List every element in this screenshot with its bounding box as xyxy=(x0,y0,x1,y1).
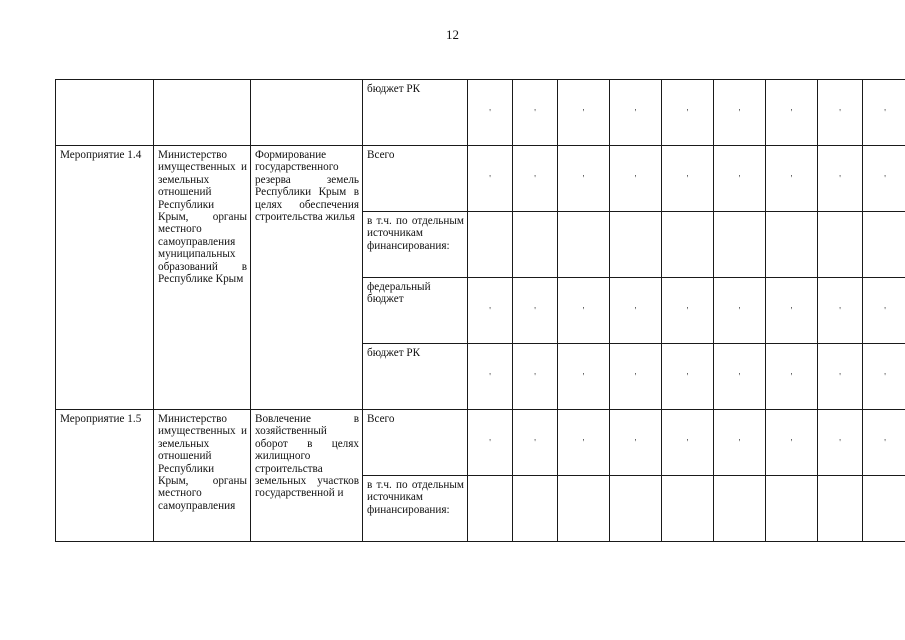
value-cell: ' xyxy=(558,344,610,410)
funding-source-cell: в т.ч. по отдельным источникам финансирования: xyxy=(363,476,468,542)
funding-source-cell: Всего xyxy=(363,146,468,212)
value-cell: ' xyxy=(714,80,766,146)
table-row xyxy=(56,80,905,146)
value-cell xyxy=(863,476,905,542)
funding-source-cell: бюджет РК xyxy=(363,80,468,146)
executor-cell: Министерство имущественных и земельных отношений Республики Крым, органы местного самоуправления xyxy=(154,410,251,542)
value-cell: ' xyxy=(468,410,513,476)
funding-source-cell: федеральный бюджет xyxy=(363,278,468,344)
value-cell: ' xyxy=(818,278,863,344)
value-cell: ' xyxy=(468,146,513,212)
value-cell: ' xyxy=(818,344,863,410)
value-cell: ' xyxy=(468,278,513,344)
value-cell xyxy=(863,212,905,278)
value-cell: ' xyxy=(714,278,766,344)
value-cell: ' xyxy=(863,146,905,212)
financing-table xyxy=(55,79,905,542)
value-cell: ' xyxy=(610,80,662,146)
value-cell: ' xyxy=(818,80,863,146)
description-cell: Формирование государственного резерва земель Республики Крым в целях обеспечения строительства жилья xyxy=(251,146,363,410)
value-cell: ' xyxy=(714,146,766,212)
value-cell xyxy=(513,212,558,278)
value-cell: ' xyxy=(714,344,766,410)
value-cell xyxy=(818,476,863,542)
value-cell: ' xyxy=(610,410,662,476)
page-number: 12 xyxy=(446,27,459,42)
value-cell: ' xyxy=(863,344,905,410)
funding-source-cell: в т.ч. по отдельным источникам финансирования: xyxy=(363,212,468,278)
value-cell: ' xyxy=(863,80,905,146)
value-cell: ' xyxy=(513,80,558,146)
executor-cell xyxy=(154,80,251,146)
value-cell xyxy=(714,476,766,542)
value-cell xyxy=(662,212,714,278)
value-cell: ' xyxy=(662,344,714,410)
value-cell xyxy=(662,476,714,542)
executor-cell: Министерство имущественных и земельных отношений Республики Крым, органы местного самоуправления муниципальных образований в Республике Крым xyxy=(154,146,251,410)
value-cell: ' xyxy=(610,146,662,212)
value-cell: ' xyxy=(662,146,714,212)
value-cell xyxy=(818,212,863,278)
value-cell: ' xyxy=(818,146,863,212)
value-cell: ' xyxy=(662,410,714,476)
value-cell: ' xyxy=(662,80,714,146)
value-cell xyxy=(468,476,513,542)
value-cell: ' xyxy=(610,278,662,344)
value-cell xyxy=(558,476,610,542)
value-cell: ' xyxy=(818,410,863,476)
funding-source-cell: Всего xyxy=(363,410,468,476)
description-cell: Вовлечение в хозяйственный оборот в целях жилищного строительства земельных участков государственной и xyxy=(251,410,363,542)
value-cell xyxy=(513,476,558,542)
event-cell: Мероприятие 1.5 xyxy=(56,410,154,542)
value-cell xyxy=(468,212,513,278)
funding-source-cell: бюджет РК xyxy=(363,344,468,410)
value-cell xyxy=(610,476,662,542)
value-cell: ' xyxy=(610,344,662,410)
value-cell: ' xyxy=(468,344,513,410)
value-cell: ' xyxy=(513,146,558,212)
table-row xyxy=(56,410,905,476)
value-cell: ' xyxy=(558,278,610,344)
value-cell: ' xyxy=(766,278,818,344)
value-cell: ' xyxy=(513,410,558,476)
value-cell: ' xyxy=(863,410,905,476)
value-cell xyxy=(766,476,818,542)
value-cell: ' xyxy=(513,344,558,410)
value-cell: ' xyxy=(766,80,818,146)
event-cell xyxy=(56,80,154,146)
value-cell: ' xyxy=(766,344,818,410)
value-cell: ' xyxy=(558,410,610,476)
value-cell: ' xyxy=(558,80,610,146)
description-cell xyxy=(251,80,363,146)
value-cell xyxy=(714,212,766,278)
value-cell: ' xyxy=(766,410,818,476)
value-cell: ' xyxy=(558,146,610,212)
value-cell: ' xyxy=(468,80,513,146)
value-cell: ' xyxy=(714,410,766,476)
value-cell: ' xyxy=(766,146,818,212)
value-cell: ' xyxy=(513,278,558,344)
value-cell xyxy=(610,212,662,278)
event-cell: Мероприятие 1.4 xyxy=(56,146,154,410)
value-cell: ' xyxy=(863,278,905,344)
value-cell xyxy=(766,212,818,278)
value-cell: ' xyxy=(662,278,714,344)
table-row xyxy=(56,146,905,212)
value-cell xyxy=(558,212,610,278)
